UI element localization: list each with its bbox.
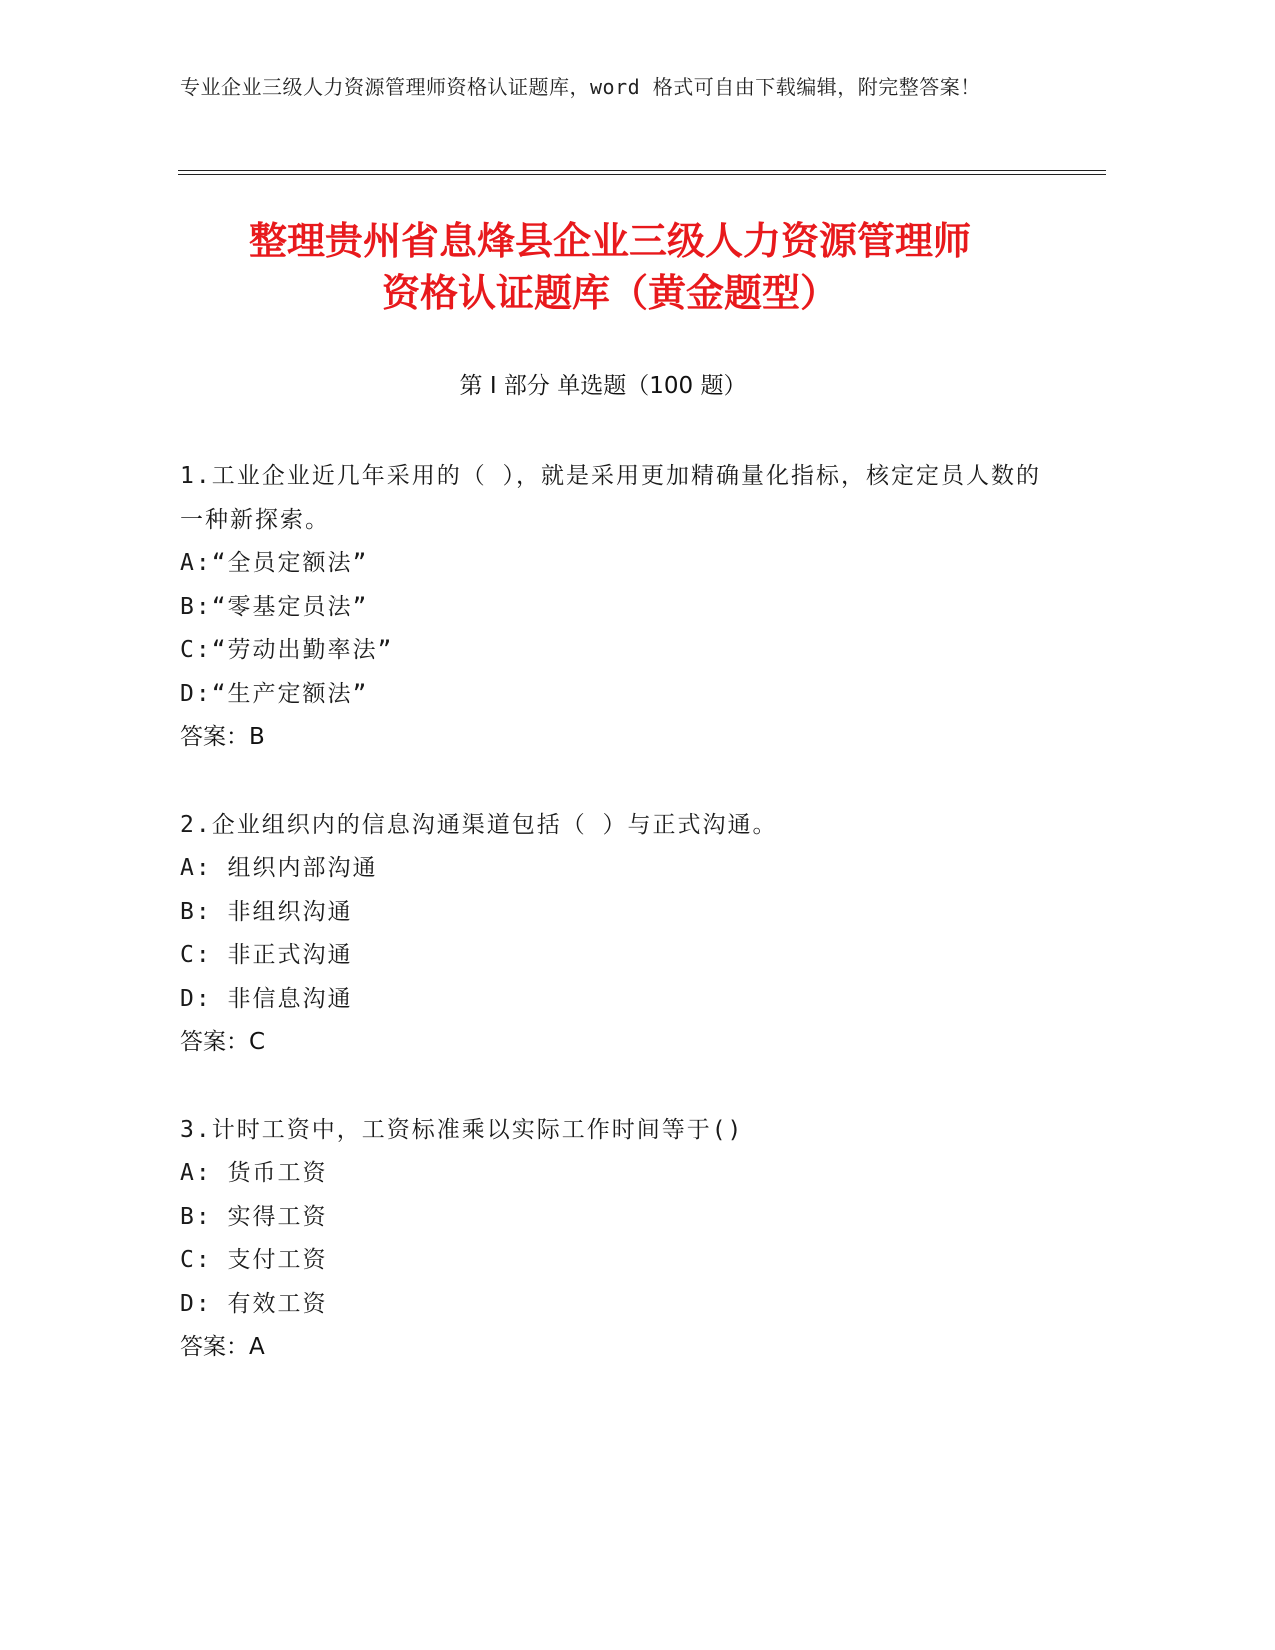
option-c: C: 非正式沟通	[180, 942, 353, 968]
option-b: B: 非组织沟通	[180, 898, 353, 925]
question-list	[180, 455, 1060, 1414]
answer-line: 答案：C	[180, 1029, 266, 1055]
option-d: D: 有效工资	[180, 1290, 328, 1317]
question-2	[180, 804, 1060, 1065]
option-b: B:“零基定员法”	[180, 593, 369, 620]
question-3	[180, 1109, 1060, 1370]
document-title	[150, 215, 1070, 319]
question-1	[180, 455, 1060, 760]
option-c: C: 支付工资	[180, 1247, 328, 1273]
option-a: A:“全员定额法”	[180, 550, 369, 576]
header-divider-top	[178, 170, 1106, 171]
option-c: C:“劳动出勤率法”	[180, 637, 394, 663]
question-stem: 3.计时工资中，工资标准乘以实际工作时间等于()	[180, 1116, 744, 1143]
option-d: D:“生产定额法”	[180, 680, 369, 707]
option-a: A: 货币工资	[180, 1160, 328, 1186]
header-divider-bottom	[178, 174, 1106, 175]
document-title-line-1: 整理贵州省息烽县企业三级人力资源管理师	[248, 219, 971, 263]
document-title-line-2: 资格认证题库（黄金题型）	[381, 271, 838, 315]
header-note: 专业企业三级人力资源管理师资格认证题库，word 格式可自由下载编辑，附完整答案！	[180, 75, 981, 99]
question-stem: 1.工业企业近几年采用的（ ），就是采用更加精确量化指标，核定定员人数的一种新探索。	[180, 463, 1042, 533]
answer-line: 答案：A	[180, 1334, 265, 1360]
question-stem: 2.企业组织内的信息沟通渠道包括（ ）与正式沟通。	[180, 811, 778, 838]
answer-line: 答案：B	[180, 724, 265, 750]
option-a: A: 组织内部沟通	[180, 855, 378, 881]
option-b: B: 实得工资	[180, 1203, 328, 1230]
section-heading: 第 I 部分 单选题（100 题）	[459, 373, 747, 399]
option-d: D: 非信息沟通	[180, 985, 353, 1012]
